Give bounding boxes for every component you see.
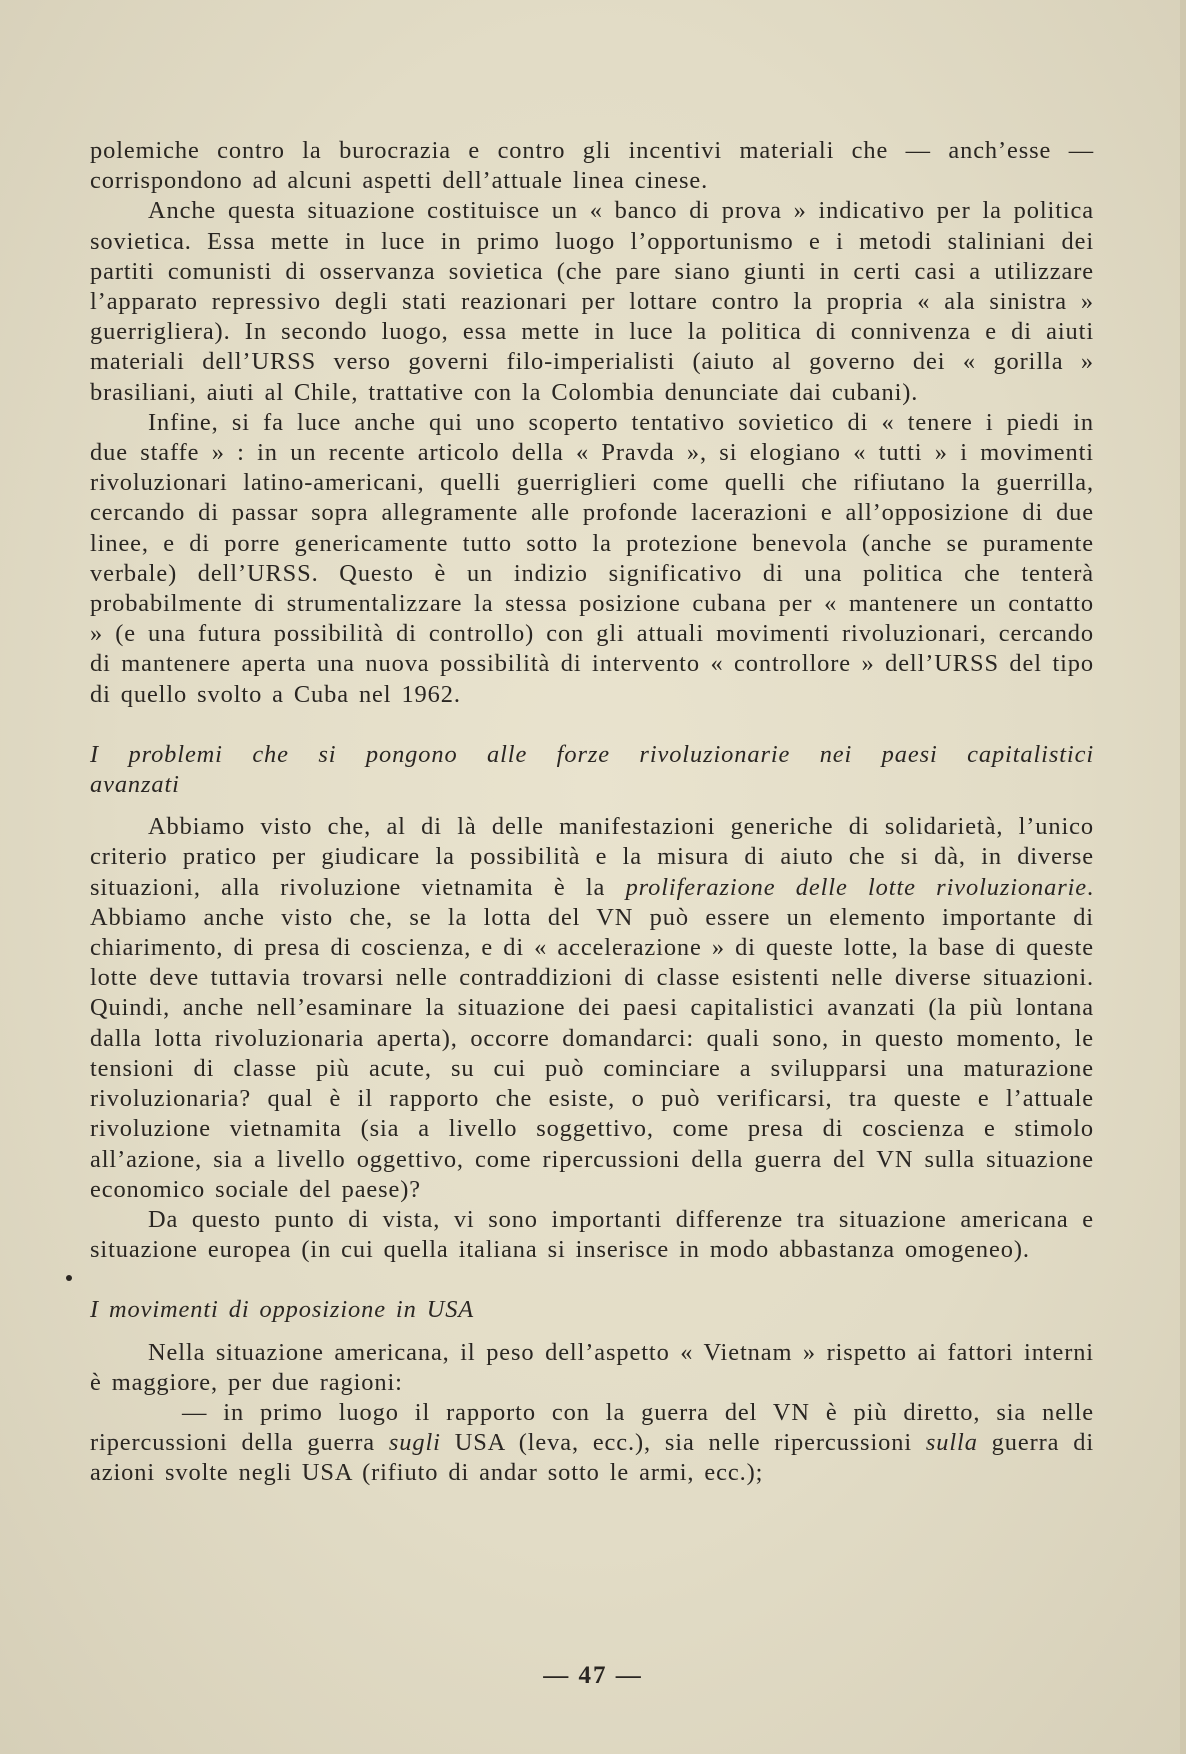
text-run: guerra di azioni svolte negli USA (rifiuto di andar sotto le armi, ecc.); (90, 1429, 1095, 1487)
ink-dot (66, 1275, 72, 1281)
section-heading-paesi-capitalistici (90, 740, 1094, 800)
emphasis-text: sugli (388, 1429, 441, 1457)
paragraph-continued: polemiche contro la burocrazia e contro gli incentivi materiali che — anch’esse — corrispondono ad alcuni aspetti dell’attuale linea cinese. (90, 137, 1094, 195)
spacer (90, 1326, 1094, 1338)
section-heading-line2: avanzati (90, 771, 180, 799)
paragraph-infine: Infine, si fa luce anche qui uno scoperto tentativo sovietico di « tenere i piedi in due staffe » : in un recente articolo della « Pravda », si elogiano « tutti » i movimenti rivoluzionari latino-americani, quelli guerriglieri come quelli che rifiutano la guerrilla, cercando di passar sopra allegramente alle profonde lacerazioni e all’opposizione di due linee, e di porre genericamente tutto sotto la protezione benevola (anche se puramente verbale) dell’URSS. Questo è un indizio significativo di una politica che tenterà probabilmente di strumentalizzare la stessa posizione cubana per « mantenere un contatto » (e una futura possibilità di controllo) con gli attuali movimenti rivoluzionari, cercando di mantenere aperta una nuova possibilità di intervento « controllore » dell’URSS del tipo di quello svolto a Cuba nel 1962. (90, 408, 1094, 708)
paragraph-banco-di-prova: Anche questa situazione costituisce un « banco di prova » indicativo per la politica sovietica. Essa mette in luce in primo luogo l’opportunismo e i metodi staliniani dei partiti comunisti di osservanza sovietica (che pare siano giunti in certi casi a utilizzare l’apparato repressivo degli stati reazionari per lottare contro la propria « ala sinistra » guerrigliera). In secondo luogo, essa mette in luce la politica di connivenza e di aiuti materiali dell’URSS verso governi filo-imperialisti (aiuto al governo dei « gorilla » brasiliani, aiuti al Chile, trattative con la Colombia denunciate dai cubani). (90, 197, 1094, 406)
list-item-primo-luogo (90, 1398, 1094, 1489)
text-run: — in primo luogo il rapporto con la guerra del VN è più diretto, sia nelle ripercussioni della guerra (90, 1398, 1094, 1457)
section-heading-usa: I movimenti di opposizione in USA (90, 1296, 475, 1324)
paragraph-punto-di-vista: Da questo punto di vista, vi sono importanti differenze tra situazione americana e situazione europea (in cui quella italiana si inserisce in modo abbastanza omogeneo). (90, 1205, 1094, 1264)
text-run: USA (leva, ecc.), sia nelle ripercussioni (440, 1429, 926, 1457)
body-text (90, 136, 1094, 1489)
text-run: . Abbiamo anche visto che, se la lotta del VN può essere un elemento importante di chiarimento, di presa di coscienza, e di « accelerazione » di queste lotte, la base di queste lotte deve tuttavia trovarsi nelle contraddizioni di classe esistenti nelle diverse situazioni. Quindi, anche nell’esaminare la situazione dei paesi capitalistici avanzati (la più lontana dalla lotta rivoluzionaria aperta), occorre domandarci: quali sono, in questo momento, le tensioni di classe più acute, su cui può cominciare a svilupparsi una maturazione rivoluzionaria? qual è il rapporto che esiste, o può verificarsi, tra queste e l’attuale rivoluzione vietnamita (sia a livello soggettivo, come presa di coscienza e stimolo all’azione, sia a livello oggettivo, come ripercussioni della guerra del VN sulla situazione economico sociale del paese)? (90, 873, 1094, 1203)
paragraph-situazione-americana: Nella situazione americana, il peso dell’aspetto « Vietnam » rispetto ai fattori interni è maggiore, per due ragioni: (90, 1338, 1094, 1396)
section-heading-line1: I problemi che si pongono alle forze rivoluzionarie nei paesi capitalistici (90, 740, 1094, 768)
emphasis-text: sulla (925, 1429, 978, 1457)
paragraph-abbiamo-visto (90, 812, 1094, 1205)
page-number: — 47 — (543, 1662, 643, 1689)
spacer (90, 710, 1094, 740)
emphasis-text: proliferazione delle lotte rivoluzionarie (625, 873, 1087, 901)
text-run: Abbiamo visto che, al di là delle manifestazioni generiche di solidarietà, l’unico criterio pratico per giudicare la possibilità e la misura di aiuto che si dà, in diverse situazioni, alla rivoluzione vietnamita è la (90, 813, 1094, 901)
page-edge-shadow (1180, 0, 1186, 1754)
spacer (90, 1265, 1094, 1295)
spacer (90, 800, 1094, 812)
